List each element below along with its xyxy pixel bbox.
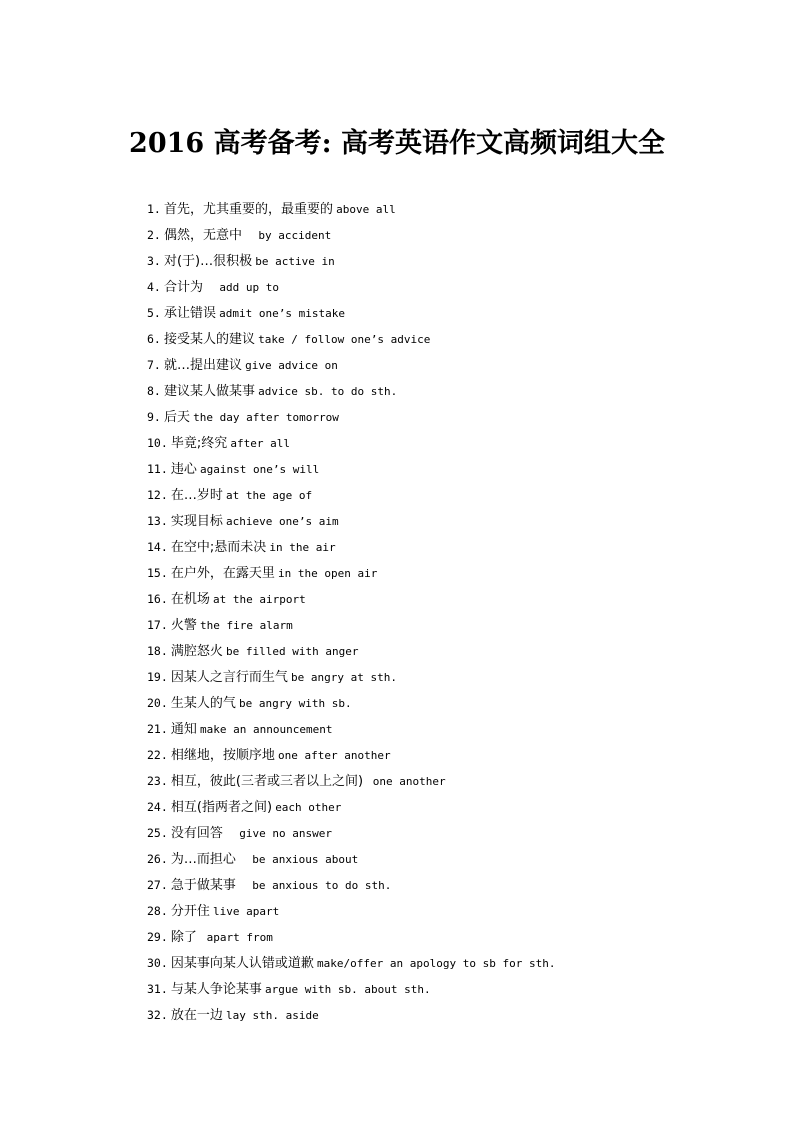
item-number: 16. <box>147 592 168 606</box>
item-chinese: 在空中;悬而未决 <box>170 540 267 555</box>
item-number: 10. <box>147 436 168 450</box>
item-english: give no answer <box>226 827 333 840</box>
item-chinese: 偶然，无意中 <box>163 228 242 243</box>
list-item <box>147 976 555 1002</box>
list-item <box>147 820 555 846</box>
item-chinese: 承让错误 <box>163 306 216 321</box>
page-title: 2016 高考备考: 高考英语作文高频词组大全 <box>129 128 665 159</box>
item-english: one after another <box>278 749 391 762</box>
list-item <box>147 742 555 768</box>
item-number: 21. <box>147 722 168 736</box>
list-item <box>147 794 555 820</box>
item-number: 28. <box>147 904 168 918</box>
item-chinese: 没有回答 <box>170 826 223 841</box>
item-chinese: 建议某人做某事 <box>163 384 255 399</box>
item-number: 9. <box>147 410 161 424</box>
list-item <box>147 560 555 586</box>
list-item <box>147 404 555 430</box>
item-english: the fire alarm <box>200 619 293 632</box>
item-number: 4. <box>147 280 161 294</box>
item-number: 23. <box>147 774 168 788</box>
item-number: 31. <box>147 982 168 996</box>
item-number: 19. <box>147 670 168 684</box>
list-item <box>147 456 555 482</box>
item-english: above all <box>336 203 396 216</box>
item-english: be angry with sb. <box>239 697 352 710</box>
item-chinese: 因某事向某人认错或道歉 <box>170 956 314 971</box>
list-item <box>147 664 555 690</box>
item-number: 11. <box>147 462 168 476</box>
item-number: 5. <box>147 306 161 320</box>
item-english: argue with sb. about sth. <box>265 983 431 996</box>
item-number: 24. <box>147 800 168 814</box>
list-item <box>147 534 555 560</box>
item-english: be active in <box>255 255 335 268</box>
item-number: 22. <box>147 748 168 762</box>
item-chinese: 相继地，按顺序地 <box>170 748 275 763</box>
phrase-list <box>147 196 555 1028</box>
list-item <box>147 274 555 300</box>
item-number: 1. <box>147 202 161 216</box>
item-chinese: 相互(指两者之间) <box>170 800 273 815</box>
list-item <box>147 768 555 794</box>
item-chinese: 生某人的气 <box>170 696 236 711</box>
list-item <box>147 248 555 274</box>
list-item <box>147 196 555 222</box>
item-chinese: 与某人争论某事 <box>170 982 262 997</box>
item-number: 26. <box>147 852 168 866</box>
item-chinese: 为…而担心 <box>170 852 236 867</box>
item-english: lay sth. aside <box>226 1009 319 1022</box>
item-chinese: 分开住 <box>170 904 210 919</box>
item-chinese: 合计为 <box>163 280 203 295</box>
list-item <box>147 508 555 534</box>
item-english: live apart <box>213 905 280 918</box>
list-item <box>147 586 555 612</box>
item-number: 7. <box>147 358 161 372</box>
item-english: add up to <box>206 281 279 294</box>
item-english: after all <box>230 437 291 450</box>
item-chinese: 放在一边 <box>170 1008 223 1023</box>
item-chinese: 满腔怒火 <box>170 644 223 659</box>
item-chinese: 毕竟;终究 <box>170 436 228 451</box>
item-number: 12. <box>147 488 168 502</box>
item-number: 15. <box>147 566 168 580</box>
list-item <box>147 326 555 352</box>
item-english: at the airport <box>213 593 306 606</box>
item-number: 27. <box>147 878 168 892</box>
item-number: 29. <box>147 930 168 944</box>
list-item <box>147 950 555 976</box>
list-item <box>147 898 555 924</box>
item-chinese: 在…岁时 <box>170 488 223 503</box>
list-item <box>147 716 555 742</box>
item-english: each other <box>275 801 342 814</box>
item-chinese: 接受某人的建议 <box>163 332 255 347</box>
list-item <box>147 378 555 404</box>
item-chinese: 在户外，在露天里 <box>170 566 275 581</box>
item-chinese: 对(于)…很积极 <box>163 254 253 269</box>
list-item <box>147 690 555 716</box>
item-chinese: 实现目标 <box>170 514 223 529</box>
list-item <box>147 872 555 898</box>
item-english: admit one’s mistake <box>219 307 345 320</box>
item-english: make/offer an apology to sb for sth. <box>317 957 556 970</box>
item-english: apart from <box>200 931 273 944</box>
item-chinese: 除了 <box>170 930 197 945</box>
item-number: 17. <box>147 618 168 632</box>
list-item <box>147 482 555 508</box>
list-item <box>147 846 555 872</box>
item-number: 8. <box>147 384 161 398</box>
item-number: 3. <box>147 254 161 268</box>
list-item <box>147 924 555 950</box>
item-english: the day after tomorrow <box>193 411 339 424</box>
item-chinese: 因某人之言行而生气 <box>170 670 288 685</box>
item-english: take / follow one’s advice <box>258 333 431 346</box>
list-item <box>147 300 555 326</box>
item-number: 32. <box>147 1008 168 1022</box>
item-english: at the age of <box>226 489 313 502</box>
list-item <box>147 430 555 456</box>
item-chinese: 火警 <box>170 618 197 633</box>
item-chinese: 相互，彼此(三者或三者以上之间) <box>170 774 364 789</box>
list-item <box>147 352 555 378</box>
item-english: by accident <box>245 229 332 242</box>
item-english: one another <box>366 775 446 788</box>
item-english: be filled with anger <box>226 645 359 658</box>
list-item <box>147 638 555 664</box>
item-number: 2. <box>147 228 161 242</box>
item-number: 6. <box>147 332 161 346</box>
item-chinese: 首先，尤其重要的，最重要的 <box>163 202 333 217</box>
item-number: 13. <box>147 514 168 528</box>
list-item <box>147 612 555 638</box>
item-english: in the air <box>269 541 336 554</box>
item-chinese: 在机场 <box>170 592 210 607</box>
item-chinese: 就…提出建议 <box>163 358 242 373</box>
item-number: 25. <box>147 826 168 840</box>
item-english: be anxious about <box>239 853 359 866</box>
item-number: 14. <box>147 540 168 554</box>
item-chinese: 通知 <box>170 722 197 737</box>
item-english: make an announcement <box>200 723 333 736</box>
item-english: advice sb. to do sth. <box>258 385 398 398</box>
item-english: be angry at sth. <box>291 671 398 684</box>
item-english: be anxious to do sth. <box>239 879 392 892</box>
item-number: 30. <box>147 956 168 970</box>
item-chinese: 违心 <box>170 462 197 477</box>
list-item <box>147 222 555 248</box>
item-number: 18. <box>147 644 168 658</box>
item-english: against one’s will <box>200 463 320 476</box>
list-item <box>147 1002 555 1028</box>
item-number: 20. <box>147 696 168 710</box>
item-english: in the open air <box>278 567 378 580</box>
item-english: achieve one’s aim <box>226 515 339 528</box>
item-chinese: 后天 <box>163 410 190 425</box>
item-chinese: 急于做某事 <box>170 878 236 893</box>
item-english: give advice on <box>245 359 338 372</box>
